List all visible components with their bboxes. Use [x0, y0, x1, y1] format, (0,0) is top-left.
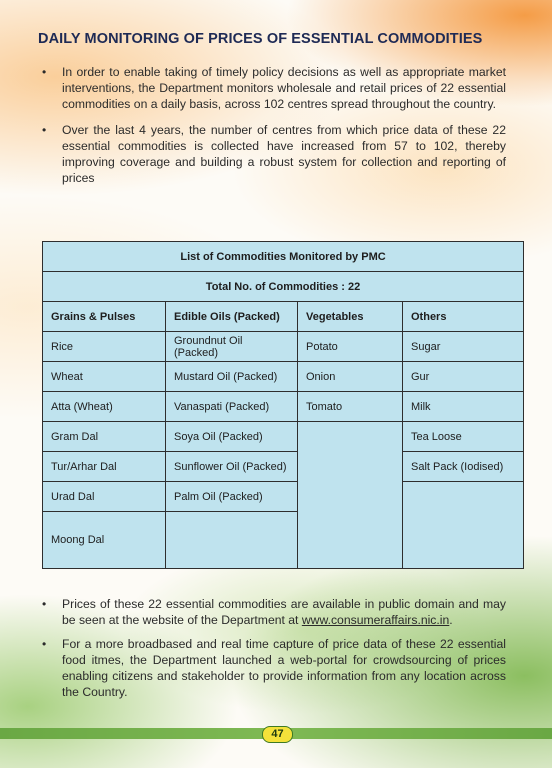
table-cell: Atta (Wheat)	[43, 392, 166, 422]
commodities-table	[42, 241, 524, 569]
bullet-icon: •	[42, 65, 47, 79]
table-cell: Sunflower Oil (Packed)	[166, 452, 298, 482]
table-cell-empty-oils	[166, 512, 298, 569]
column-header: Others	[403, 302, 524, 332]
table-cell-empty-vegetables	[298, 422, 403, 569]
table-cell: Mustard Oil (Packed)	[166, 362, 298, 392]
bullet-item	[40, 64, 506, 112]
bullet-text: Over the last 4 years, the number of centres from which price data of these 22 essential commodities is collected have increased from 57 to 102, thereby improving coverage and building a robust system for collection and reporting of prices	[62, 123, 506, 185]
bullet-icon: •	[42, 637, 47, 651]
table-row	[43, 362, 524, 392]
table-cell: Sugar	[403, 332, 524, 362]
table-total: Total No. of Commodities : 22	[43, 272, 524, 302]
table-cell: Urad Dal	[43, 482, 166, 512]
bullet-text: Prices of these 22 essential commodities are available in public domain and may be seen at the website of the Department at	[62, 597, 506, 627]
bullet-item	[40, 122, 506, 186]
table-cell-empty-others	[403, 482, 524, 569]
table-cell: Tea Loose	[403, 422, 524, 452]
table-row	[43, 332, 524, 362]
intro-bullet-list	[40, 64, 506, 186]
table-row	[43, 422, 524, 452]
table-cell: Tomato	[298, 392, 403, 422]
closing-bullet-list	[40, 596, 506, 700]
bullet-item	[40, 596, 506, 628]
table-cell: Soya Oil (Packed)	[166, 422, 298, 452]
table-cell: Tur/Arhar Dal	[43, 452, 166, 482]
table-cell: Rice	[43, 332, 166, 362]
table-row	[43, 392, 524, 422]
website-link[interactable]: www.consumeraffairs.nic.in	[301, 613, 450, 627]
bullet-icon: •	[42, 597, 47, 611]
table-row	[43, 452, 524, 482]
table-cell: Palm Oil (Packed)	[166, 482, 298, 512]
table-cell: Moong Dal	[43, 512, 166, 569]
table-title: List of Commodities Monitored by PMC	[43, 242, 524, 272]
table-cell: Groundnut Oil (Packed)	[166, 332, 298, 362]
bullet-text: For a more broadbased and real time capture of price data of these 22 essential food itmes, the Department launched a web-portal for crowdsourcing of prices enabling citizens and stakeholder to provide information from any location across the Country.	[62, 637, 506, 699]
table-title-row	[43, 242, 524, 272]
bullet-icon: •	[42, 123, 47, 137]
table-cell: Potato	[298, 332, 403, 362]
page-heading: DAILY MONITORING OF PRICES OF ESSENTIAL COMMODITIES	[38, 31, 483, 47]
table-cell: Onion	[298, 362, 403, 392]
table-total-row	[43, 272, 524, 302]
bullet-text: In order to enable taking of timely policy decisions as well as appropriate market interventions, the Department monitors wholesale and retail prices of 22 essential commodities on a daily basis, across 102 centres spread throughout the country.	[62, 65, 506, 111]
bullet-text-end: .	[449, 613, 453, 627]
column-header: Vegetables	[298, 302, 403, 332]
table-cell: Wheat	[43, 362, 166, 392]
table-row	[43, 482, 524, 512]
table-cell: Salt Pack (Iodised)	[403, 452, 524, 482]
table-cell: Vanaspati (Packed)	[166, 392, 298, 422]
bullet-item	[40, 636, 506, 700]
table-cell: Milk	[403, 392, 524, 422]
table-cell: Gur	[403, 362, 524, 392]
column-header: Edible Oils (Packed)	[166, 302, 298, 332]
table-header-row	[43, 302, 524, 332]
page-number-badge: 47	[262, 726, 293, 743]
table-cell: Gram Dal	[43, 422, 166, 452]
column-header: Grains & Pulses	[43, 302, 166, 332]
